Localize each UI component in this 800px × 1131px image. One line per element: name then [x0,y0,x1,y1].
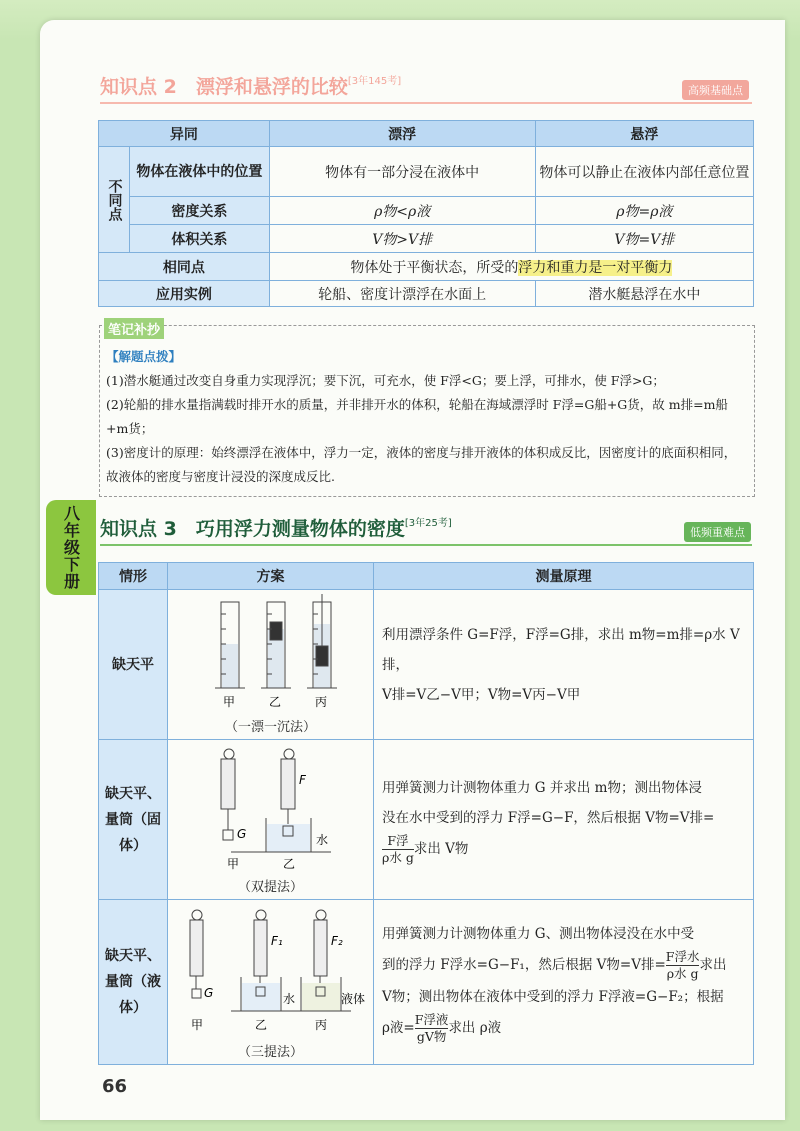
principle-text: 求出 V物 [413,841,469,857]
divider-kp3 [100,544,752,546]
principle-line: 利用漂浮条件 G=F浮，F浮=G排，求出 m物=m排=ρ水 V排， [382,626,740,673]
fig-label: 丙 [314,695,327,709]
scheme-cell [168,590,374,740]
numerator: F浮水 [665,949,700,964]
fig-label: 丙 [314,1017,327,1032]
row-label: 缺天平、量筒（固体） [99,740,168,900]
principle-cell [374,740,754,900]
row-label: 应用实例 [99,281,270,307]
spring-scale-yi [241,910,281,1011]
note-paragraph: (3)密度计的原理：始终漂浮在液体中，浮力一定，液体的密度与排开液体的体积成反比，因密度计的底面积相同，故液体的密度与密度计浸没的深度成反比. [106,445,737,484]
group-label: 不同点 [99,147,130,253]
label-water: 水 [282,991,295,1006]
principle-cell [374,590,754,740]
principle-line: 用弹簧测力计测物体重力 G、测出物体浸没在水中受 [382,926,695,942]
kp3-sup: [3年25考] [404,518,452,529]
principle-line [382,949,745,982]
label-f1: F₁ [270,933,283,948]
label-liquid: 液体 [340,991,365,1006]
note-body [106,345,746,489]
spring-scale-bing [301,910,341,1011]
scheme-cell [168,740,374,900]
note-tag: 笔记补抄 [104,318,164,339]
fraction [666,949,700,982]
label-g: G [203,985,213,1000]
cylinders-diagram [171,594,371,712]
fig-label: 乙 [282,857,295,871]
label-f2: F₂ [330,933,343,948]
principle-line: 用弹簧测力计测物体重力 G 并求出 m物；测出物体浸 [382,780,702,796]
method-caption: （一漂一沉法） [224,720,316,735]
principle-text: ρ液= [382,1020,415,1036]
row-label: 缺天平、量筒（液体） [99,900,168,1065]
note-title: 【解题点拨】 [106,349,182,364]
denominator: gV物 [416,1029,447,1044]
measurement-table [98,562,754,1065]
page-number: 66 [102,1076,128,1097]
cell: ρ物=ρ液 [535,197,753,225]
header-cell: 测量原理 [374,563,754,590]
fig-label: 甲 [190,1017,203,1032]
row-label: 相同点 [99,253,270,281]
cell: 物体可以静止在液体内部任意位置 [535,147,753,197]
cell [269,253,753,281]
same-text-highlight: 浮力和重力是一对平衡力 [518,259,673,276]
knowledge-point-2-title [100,72,401,99]
note-paragraph: (2)轮船的排水量指满载时排开水的质量，并非排开水的体积，轮船在海域漂浮时 F浮=G船+G货，故 m排=m船+m货； [106,397,728,436]
row-label: 物体在液体中的位置 [130,147,270,197]
scheme-cell [168,900,374,1065]
header-cell: 情形 [99,563,168,590]
kp2-title-text: 知识点 2 漂浮和悬浮的比较 [100,76,348,98]
note-paragraph: (1)潜水艇通过改变自身重力实现浮沉；要下沉，可充水，使 F浮<G；要上浮，可排水，使 F浮>G； [106,373,665,388]
kp2-sup: [3年145考] [347,76,402,87]
fraction [415,1012,449,1045]
double-lift-diagram [171,744,371,872]
cell-text: 物体有一部分浸在液体中 [325,164,480,181]
fig-label: 乙 [268,695,281,709]
row-label: 缺天平 [99,590,168,740]
label-g: G [236,827,246,841]
principle-line [382,1012,745,1045]
denominator: ρ水 g [666,966,699,981]
fig-label: 乙 [254,1017,267,1032]
cell: 轮船、密度计漂浮在水面上 [269,281,535,307]
fig-label: 甲 [226,857,239,871]
numerator: F浮 [382,833,414,850]
kp3-badge: 低频重难点 [684,522,751,542]
cell: V物=V排 [535,225,753,253]
label-water: 水 [315,833,328,847]
principle-line: V排=V乙−V甲；V物=V丙−V甲 [382,686,581,703]
side-tab-label: 八年级下册 [61,505,81,590]
numerator: F浮液 [414,1012,449,1027]
header-cell: 漂浮 [269,121,535,147]
kp2-badge: 高频基础点 [682,80,749,100]
spring-scale-jia [190,910,203,998]
principle-text: 求出 [699,957,727,973]
fig-label: 甲 [222,695,235,709]
principle-cell [374,900,754,1065]
knowledge-point-3-title [100,514,452,541]
cylinder-bing [307,594,337,688]
denominator: ρ水 g [382,850,414,865]
triple-lift-diagram [171,905,371,1037]
row-label: 体积关系 [130,225,270,253]
principle-text: 到的浮力 F浮水=G−F₁，然后根据 V物=V排= [382,957,666,973]
row-label: 密度关系 [130,197,270,225]
principle-line: V物；测出物体在液体中受到的浮力 F浮液=G−F₂；根据 [382,989,724,1005]
principle-line [382,833,745,866]
cell: V物>V排 [269,225,535,253]
principle-text: 求出 ρ液 [448,1020,502,1036]
spring-scale-jia [221,749,235,840]
cylinder-yi [261,602,291,688]
cell: ρ物<ρ液 [269,197,535,225]
side-tab [46,500,96,595]
header-cell: 异同 [99,121,270,147]
label-f: F [298,773,306,787]
cylinder-jia [215,602,245,688]
same-text: 物体处于平衡状态，所受的 [350,259,519,276]
cell: 潜水艇悬浮在水中 [535,281,753,307]
header-cell: 方案 [168,563,374,590]
method-caption: （三提法） [237,1044,303,1060]
header-cell: 悬浮 [535,121,753,147]
fraction [382,833,414,866]
cell [269,147,535,197]
principle-line: 没在水中受到的浮力 F浮=G−F，然后根据 V物=V排= [382,810,715,826]
kp3-title-text: 知识点 3 巧用浮力测量物体的密度 [100,518,405,540]
method-caption: （双提法） [237,880,303,895]
divider-kp2 [100,102,752,104]
comparison-table [98,120,754,307]
